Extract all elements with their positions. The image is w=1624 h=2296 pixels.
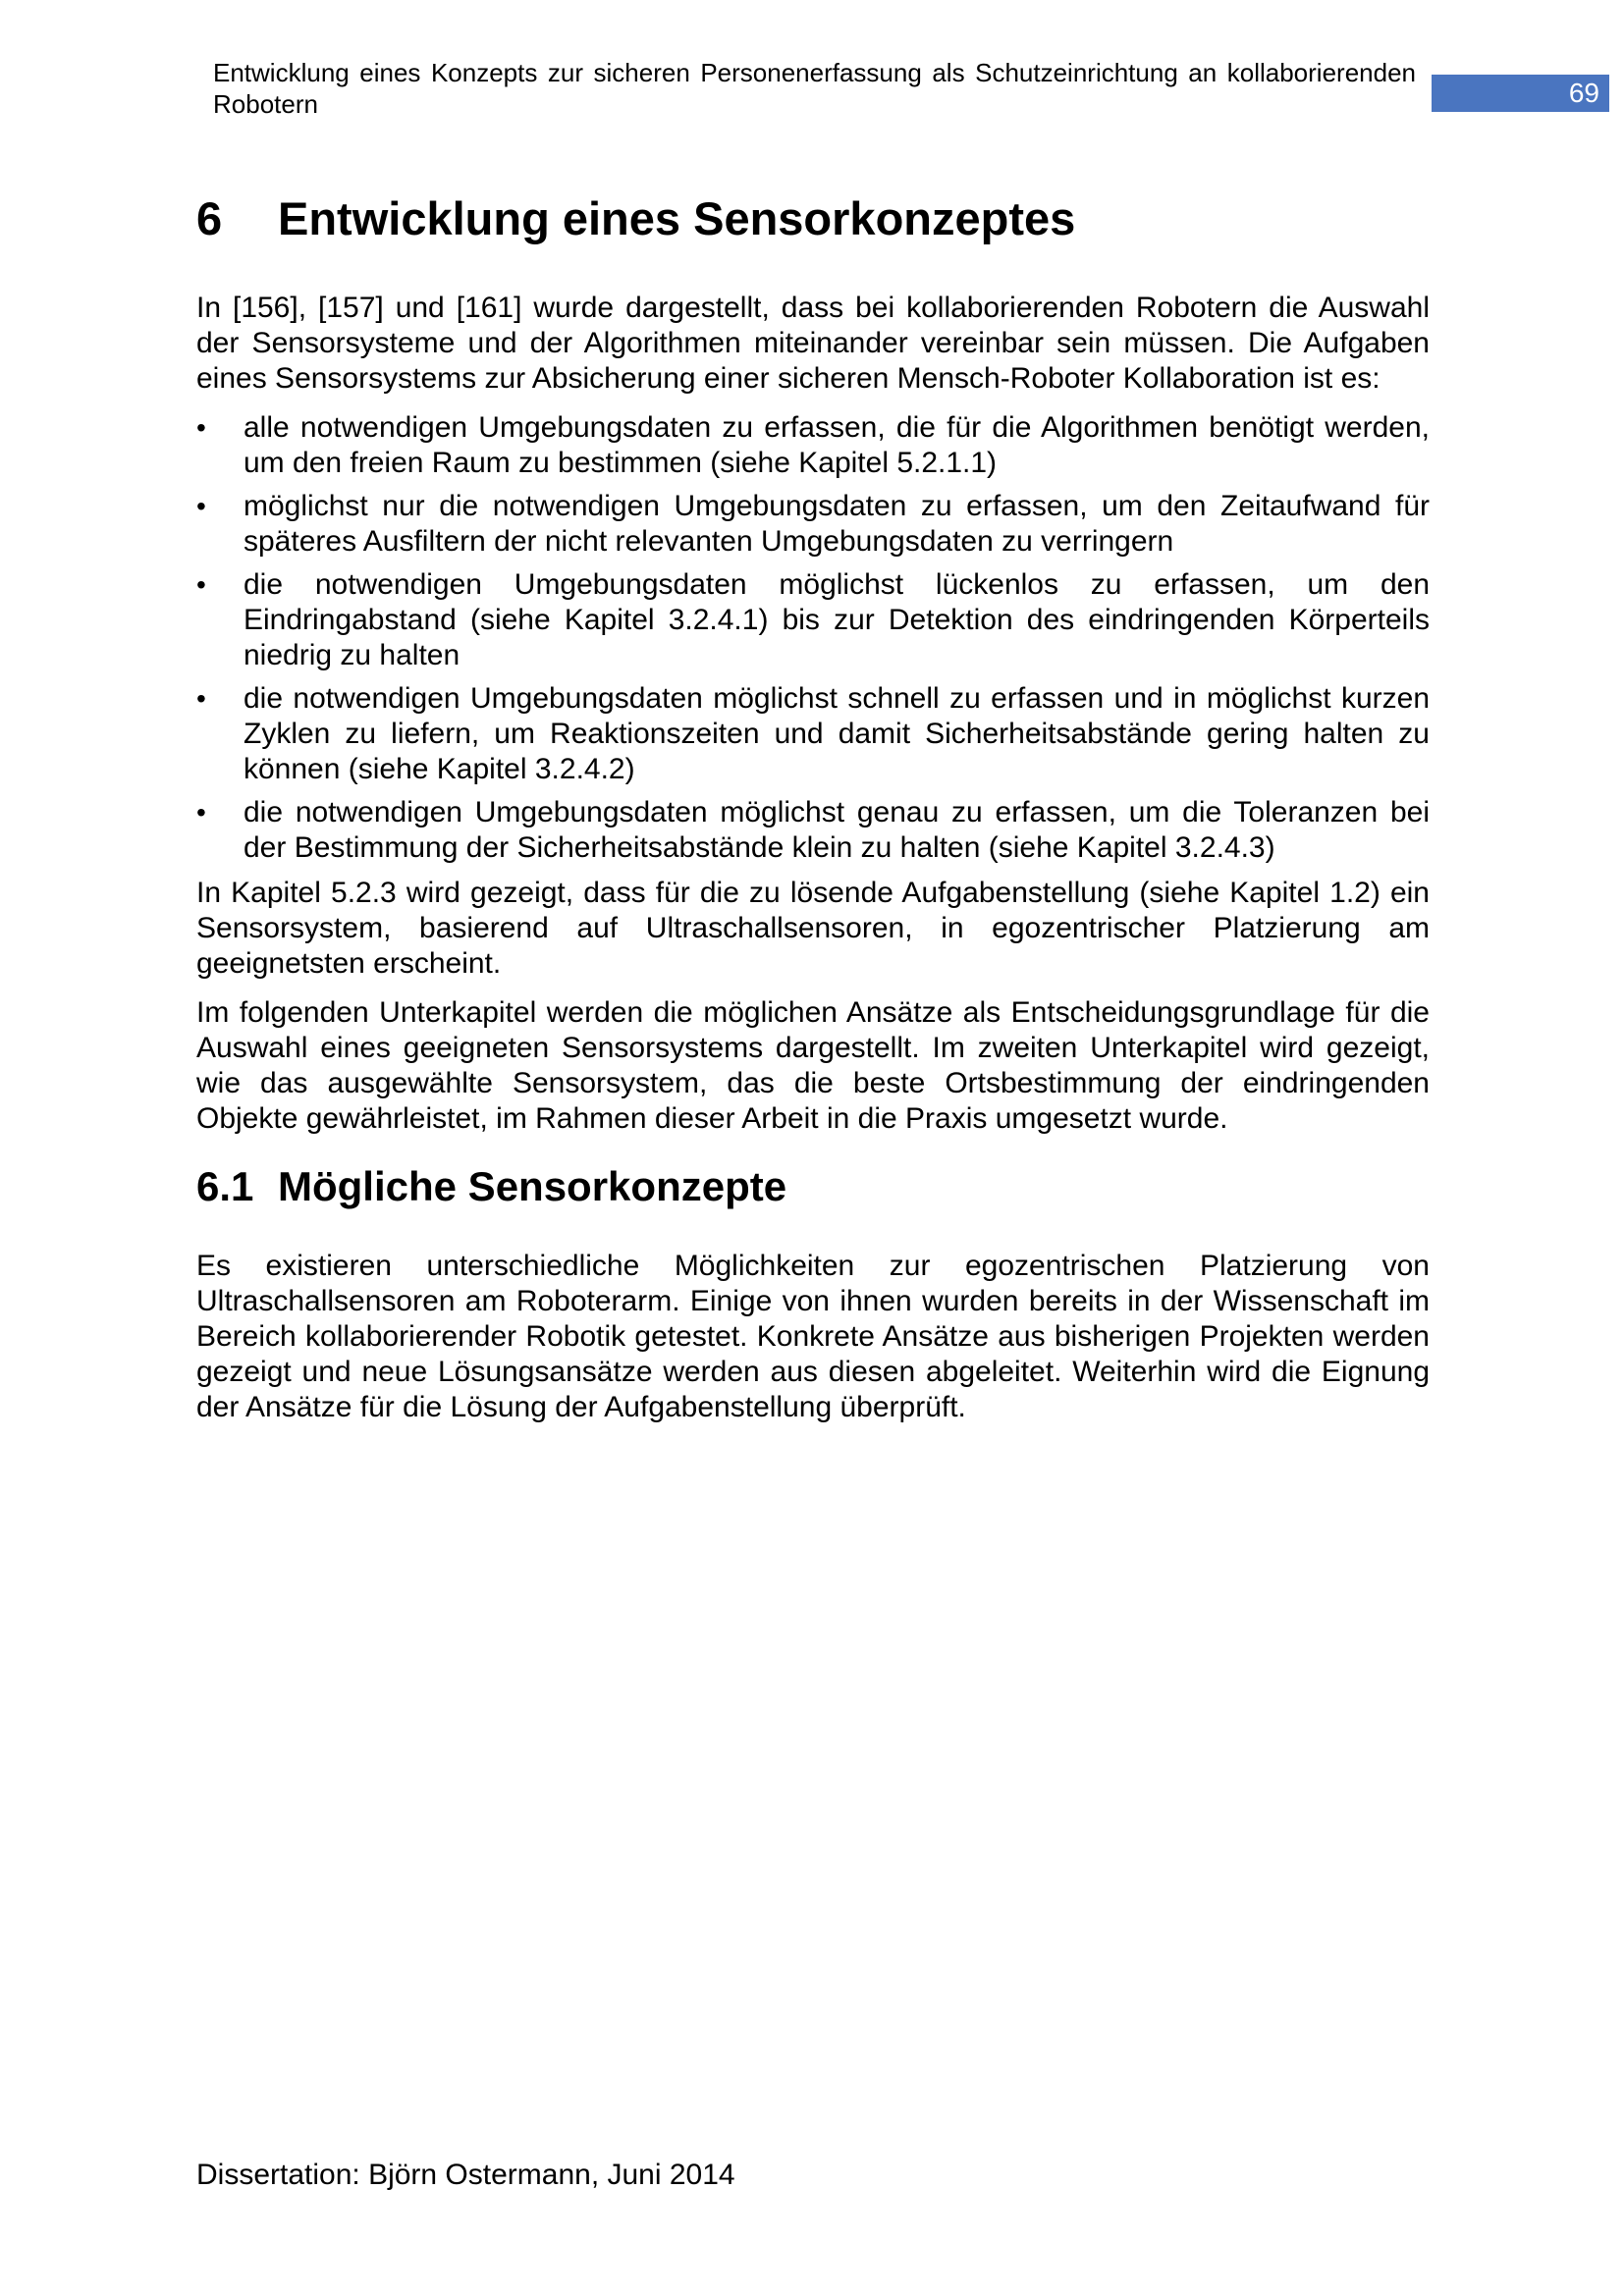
section-heading: [196, 1162, 1430, 1211]
chapter-number: 6: [196, 192, 223, 244]
list-item-text: alle notwendigen Umgebungsdaten zu erfassen, die für die Algorithmen benötigt werden, um den freien Raum zu bestimmen (siehe Kapitel 5.2.1.1): [244, 411, 1430, 479]
chapter-heading: [196, 192, 1430, 245]
section-paragraph: Es existieren unterschiedliche Möglichkeiten zur egozentrischen Platzierung von Ultraschallsensoren am Roboterarm. Einige von ihnen wurden bereits in der Wissenschaft im Bereich kollaborierender Robotik getestet. Konkrete Ansätze aus bisherigen Projekten werden gezeigt und neue Lösungsansätze werden aus diesen abgeleitet. Weiterhin wird die Eignung der Ansätze für die Lösung der Aufgabenstellung überprüft.: [196, 1250, 1430, 1423]
bullet-icon: •: [196, 683, 206, 714]
page-number: 69: [1568, 78, 1599, 108]
list-item: [196, 489, 1430, 560]
bullet-icon: •: [196, 412, 206, 443]
footer-text: Dissertation: Björn Ostermann, Juni 2014: [196, 2159, 735, 2191]
section-number: 6.1: [196, 1163, 254, 1209]
main-content: [196, 192, 1430, 1439]
chapter-title: Entwicklung eines Sensorkonzeptes: [278, 192, 1076, 244]
page-footer: [196, 2158, 735, 2193]
list-item: [196, 410, 1430, 481]
paragraph-kapitel-523: In Kapitel 5.2.3 wird gezeigt, dass für die zu lösende Aufgabenstellung (siehe Kapitel 1.2) ein Sensorsystem, basierend auf Ultraschallsensoren, in egozentrischer Platzierung am geeignetsten erscheint.: [196, 877, 1430, 980]
list-item-text: die notwendigen Umgebungsdaten möglichst schnell zu erfassen und in möglichst kurzen Zyklen zu liefern, um Reaktionszeiten und damit Sicherheitsabstände gering halten zu können (siehe Kapitel 3.2.4.2): [244, 682, 1430, 785]
bullet-icon: •: [196, 797, 206, 828]
page-number-badge: [1432, 75, 1609, 112]
list-item-text: die notwendigen Umgebungsdaten möglichst genau zu erfassen, um die Toleranzen bei der Bestimmung der Sicherheitsabstände klein zu halten (siehe Kapitel 3.2.4.3): [244, 796, 1430, 864]
paragraph-unterkapitel: Im folgenden Unterkapitel werden die möglichen Ansätze als Entscheidungsgrundlage für die Auswahl eines geeigneten Sensorsystems dargestellt. Im zweiten Unterkapitel wird gezeigt, wie das ausgewählte Sensorsystem, das die beste Ortsbestimmung der eindringenden Objekte gewährleistet, im Rahmen dieser Arbeit in die Praxis umgesetzt wurde.: [196, 996, 1430, 1135]
list-item: [196, 567, 1430, 673]
section-title: Mögliche Sensorkonzepte: [278, 1163, 787, 1209]
intro-paragraph: In [156], [157] und [161] wurde dargestellt, dass bei kollaborierenden Robotern die Auswahl der Sensorsysteme und der Algorithmen miteinander vereinbar sein müssen. Die Aufgaben eines Sensorsystems zur Absicherung einer sicheren Mensch-Roboter Kollaboration ist es:: [196, 292, 1430, 395]
list-item-text: die notwendigen Umgebungsdaten möglichst lückenlos zu erfassen, um den Eindringabstand (siehe Kapitel 3.2.4.1) bis zur Detektion des eindringenden Körperteils niedrig zu halten: [244, 568, 1430, 671]
list-item-text: möglichst nur die notwendigen Umgebungsdaten zu erfassen, um den Zeitaufwand für späteres Ausfiltern der nicht relevanten Umgebungsdaten zu verringern: [244, 490, 1430, 558]
running-head: Entwicklung eines Konzepts zur sicheren Personenerfassung als Schutzeinrichtung an kollaborierenden Robotern: [213, 58, 1416, 119]
bullet-icon: •: [196, 569, 206, 600]
requirements-list: [196, 410, 1430, 866]
list-item: [196, 681, 1430, 787]
bullet-icon: •: [196, 491, 206, 521]
list-item: [196, 795, 1430, 866]
